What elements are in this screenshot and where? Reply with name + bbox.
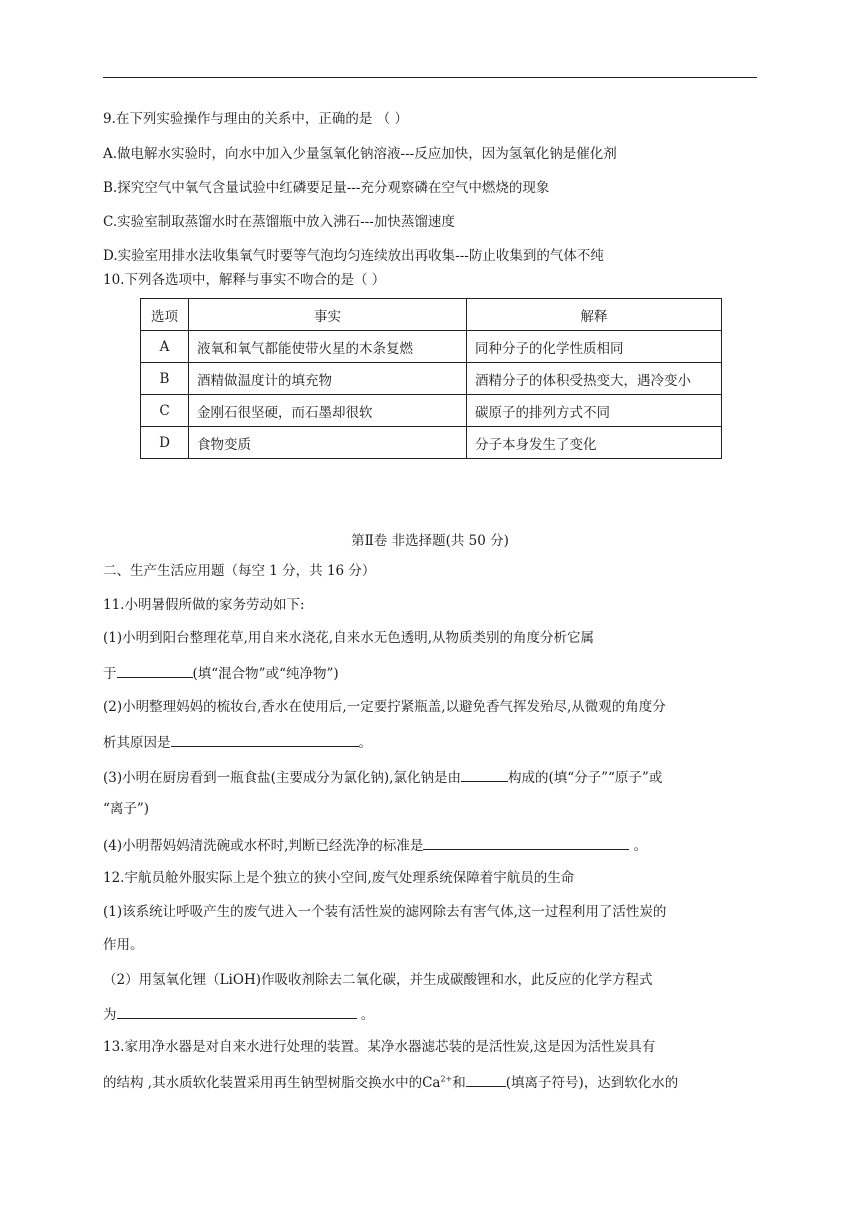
- q12-part1-line1: (1)该系统让呼吸产生的废气进入一个装有活性炭的滤网除去有害气体,这一过程利用了活性炭的: [103, 904, 667, 920]
- q11-part2-line2: [103, 732, 372, 752]
- table-row: [141, 395, 722, 427]
- part2-title: 第Ⅱ卷 非选择题(共 50 分): [351, 533, 509, 549]
- q12-part1-line2: 作用。: [103, 937, 144, 953]
- q11-part2-suffix: 。: [358, 735, 372, 751]
- q11-part3-suffix: 构成的(填“分子”“原子”或: [507, 770, 663, 786]
- row-fact: 金刚石很坚硬，而石墨却很软: [189, 395, 467, 427]
- q10-stem: 10.下列各选项中，解释与事实不吻合的是（ ）: [103, 272, 386, 288]
- q11-stem: 11.小明暑假所做的家务劳动如下:: [103, 597, 305, 613]
- q12-part2-line2: [103, 1004, 374, 1024]
- q11-part1-line1: (1)小明到阳台整理花草,用自来水浇花,自来水无色透明,从物质类别的角度分析它属: [103, 630, 594, 646]
- q11-blank-2[interactable]: [171, 732, 359, 747]
- row-explanation: 同种分子的化学性质相同: [467, 331, 722, 363]
- q13-line2-mid: 和: [452, 1075, 466, 1091]
- header-rule: [103, 77, 757, 78]
- q12-part2-line1: （2）用氢氧化锂（LiOH)作吸收剂除去二氧化碳，并生成碳酸锂和水，此反应的化学方程式: [103, 972, 653, 988]
- q11-part1-line2: [103, 663, 339, 683]
- q13-line2: [103, 1072, 678, 1092]
- header-option: 选项: [141, 299, 189, 331]
- q12-part2-suffix: 。: [356, 1007, 375, 1023]
- q11-part3-line1: [103, 767, 662, 787]
- q11-part1-suffix: (填“混合物”或“纯净物”): [192, 666, 339, 682]
- q10-table-header: [141, 299, 722, 331]
- header-fact: 事实: [189, 299, 467, 331]
- row-option: C: [141, 395, 189, 427]
- row-fact: 食物变质: [189, 427, 467, 459]
- q9-option-d: D.实验室用排水法收集氧气时要等气泡均匀连续放出再收集---防止收集到的气体不纯: [103, 248, 604, 264]
- q11-blank-3[interactable]: [461, 767, 508, 782]
- q12-stem: 12.宇航员舱外服实际上是个独立的狭小空间,废气处理系统保障着宇航员的生命: [103, 870, 575, 886]
- row-explanation: 酒精分子的体积受热变大，遇冷变小: [467, 363, 722, 395]
- table-row: [141, 331, 722, 363]
- row-explanation: 碳原子的排列方式不同: [467, 395, 722, 427]
- table-row: [141, 427, 722, 459]
- calcium-charge: 2+: [440, 1074, 453, 1084]
- q13-line2-suffix: (填离子符号)，达到软化水的: [505, 1075, 679, 1091]
- q11-part2-line1: (2)小明整理妈妈的梳妆台,香水在使用后,一定要拧紧瓶盖,以避免香气挥发殆尽,从微观的角度分: [103, 699, 666, 715]
- q10-table: [140, 298, 722, 459]
- q12-part2-prefix: 为: [103, 1007, 117, 1023]
- header-explanation: 解释: [467, 299, 722, 331]
- q11-part4-suffix: 。: [629, 838, 648, 854]
- row-fact: 酒精做温度计的填充物: [189, 363, 467, 395]
- q11-blank-1[interactable]: [117, 663, 193, 678]
- q9-option-a: A.做电解水实验时，向水中加入少量氢氧化钠溶液---反应加快，因为氢氧化钠是催化剂: [103, 146, 617, 162]
- q11-part4: [103, 835, 647, 855]
- row-option: B: [141, 363, 189, 395]
- q9-option-c: C.实验室制取蒸馏水时在蒸馏瓶中放入沸石---加快蒸馏速度: [103, 214, 455, 230]
- q11-part1-prefix: 于: [103, 666, 117, 682]
- q11-part4-prefix: (4)小明帮妈妈清洗碗或水杯时,判断已经洗净的标准是: [103, 838, 424, 854]
- row-explanation: 分子本身发生了变化: [467, 427, 722, 459]
- q9-option-b: B.探究空气中氧气含量试验中红磷要足量---充分观察磷在空气中燃烧的现象: [103, 180, 550, 196]
- q11-part3-line2: “离子”): [103, 801, 150, 817]
- q12-blank-equation[interactable]: [117, 1004, 357, 1019]
- q11-part2-prefix: 析其原因是: [103, 735, 171, 751]
- section-heading: 二、生产生活应用题（每空 1 分，共 16 分）: [103, 563, 376, 579]
- table-row: [141, 363, 722, 395]
- q13-line1: 13.家用净水器是对自来水进行处理的装置。某净水器滤芯装的是活性炭,这是因为活性炭具有: [103, 1039, 656, 1055]
- q13-blank-ion[interactable]: [466, 1072, 506, 1087]
- q11-blank-4[interactable]: [423, 835, 629, 850]
- row-fact: 液氧和氧气都能使带火星的木条复燃: [189, 331, 467, 363]
- row-option: A: [141, 331, 189, 363]
- q9-stem: 9.在下列实验操作与理由的关系中，正确的是 （ ）: [103, 111, 408, 127]
- q13-line2-prefix: 的结构 ,其水质软化装置采用再生钠型树脂交换水中的Ca: [103, 1075, 441, 1091]
- q11-part3-prefix: (3)小明在厨房看到一瓶食盐(主要成分为氯化钠),氯化钠是由: [103, 770, 461, 786]
- row-option: D: [141, 427, 189, 459]
